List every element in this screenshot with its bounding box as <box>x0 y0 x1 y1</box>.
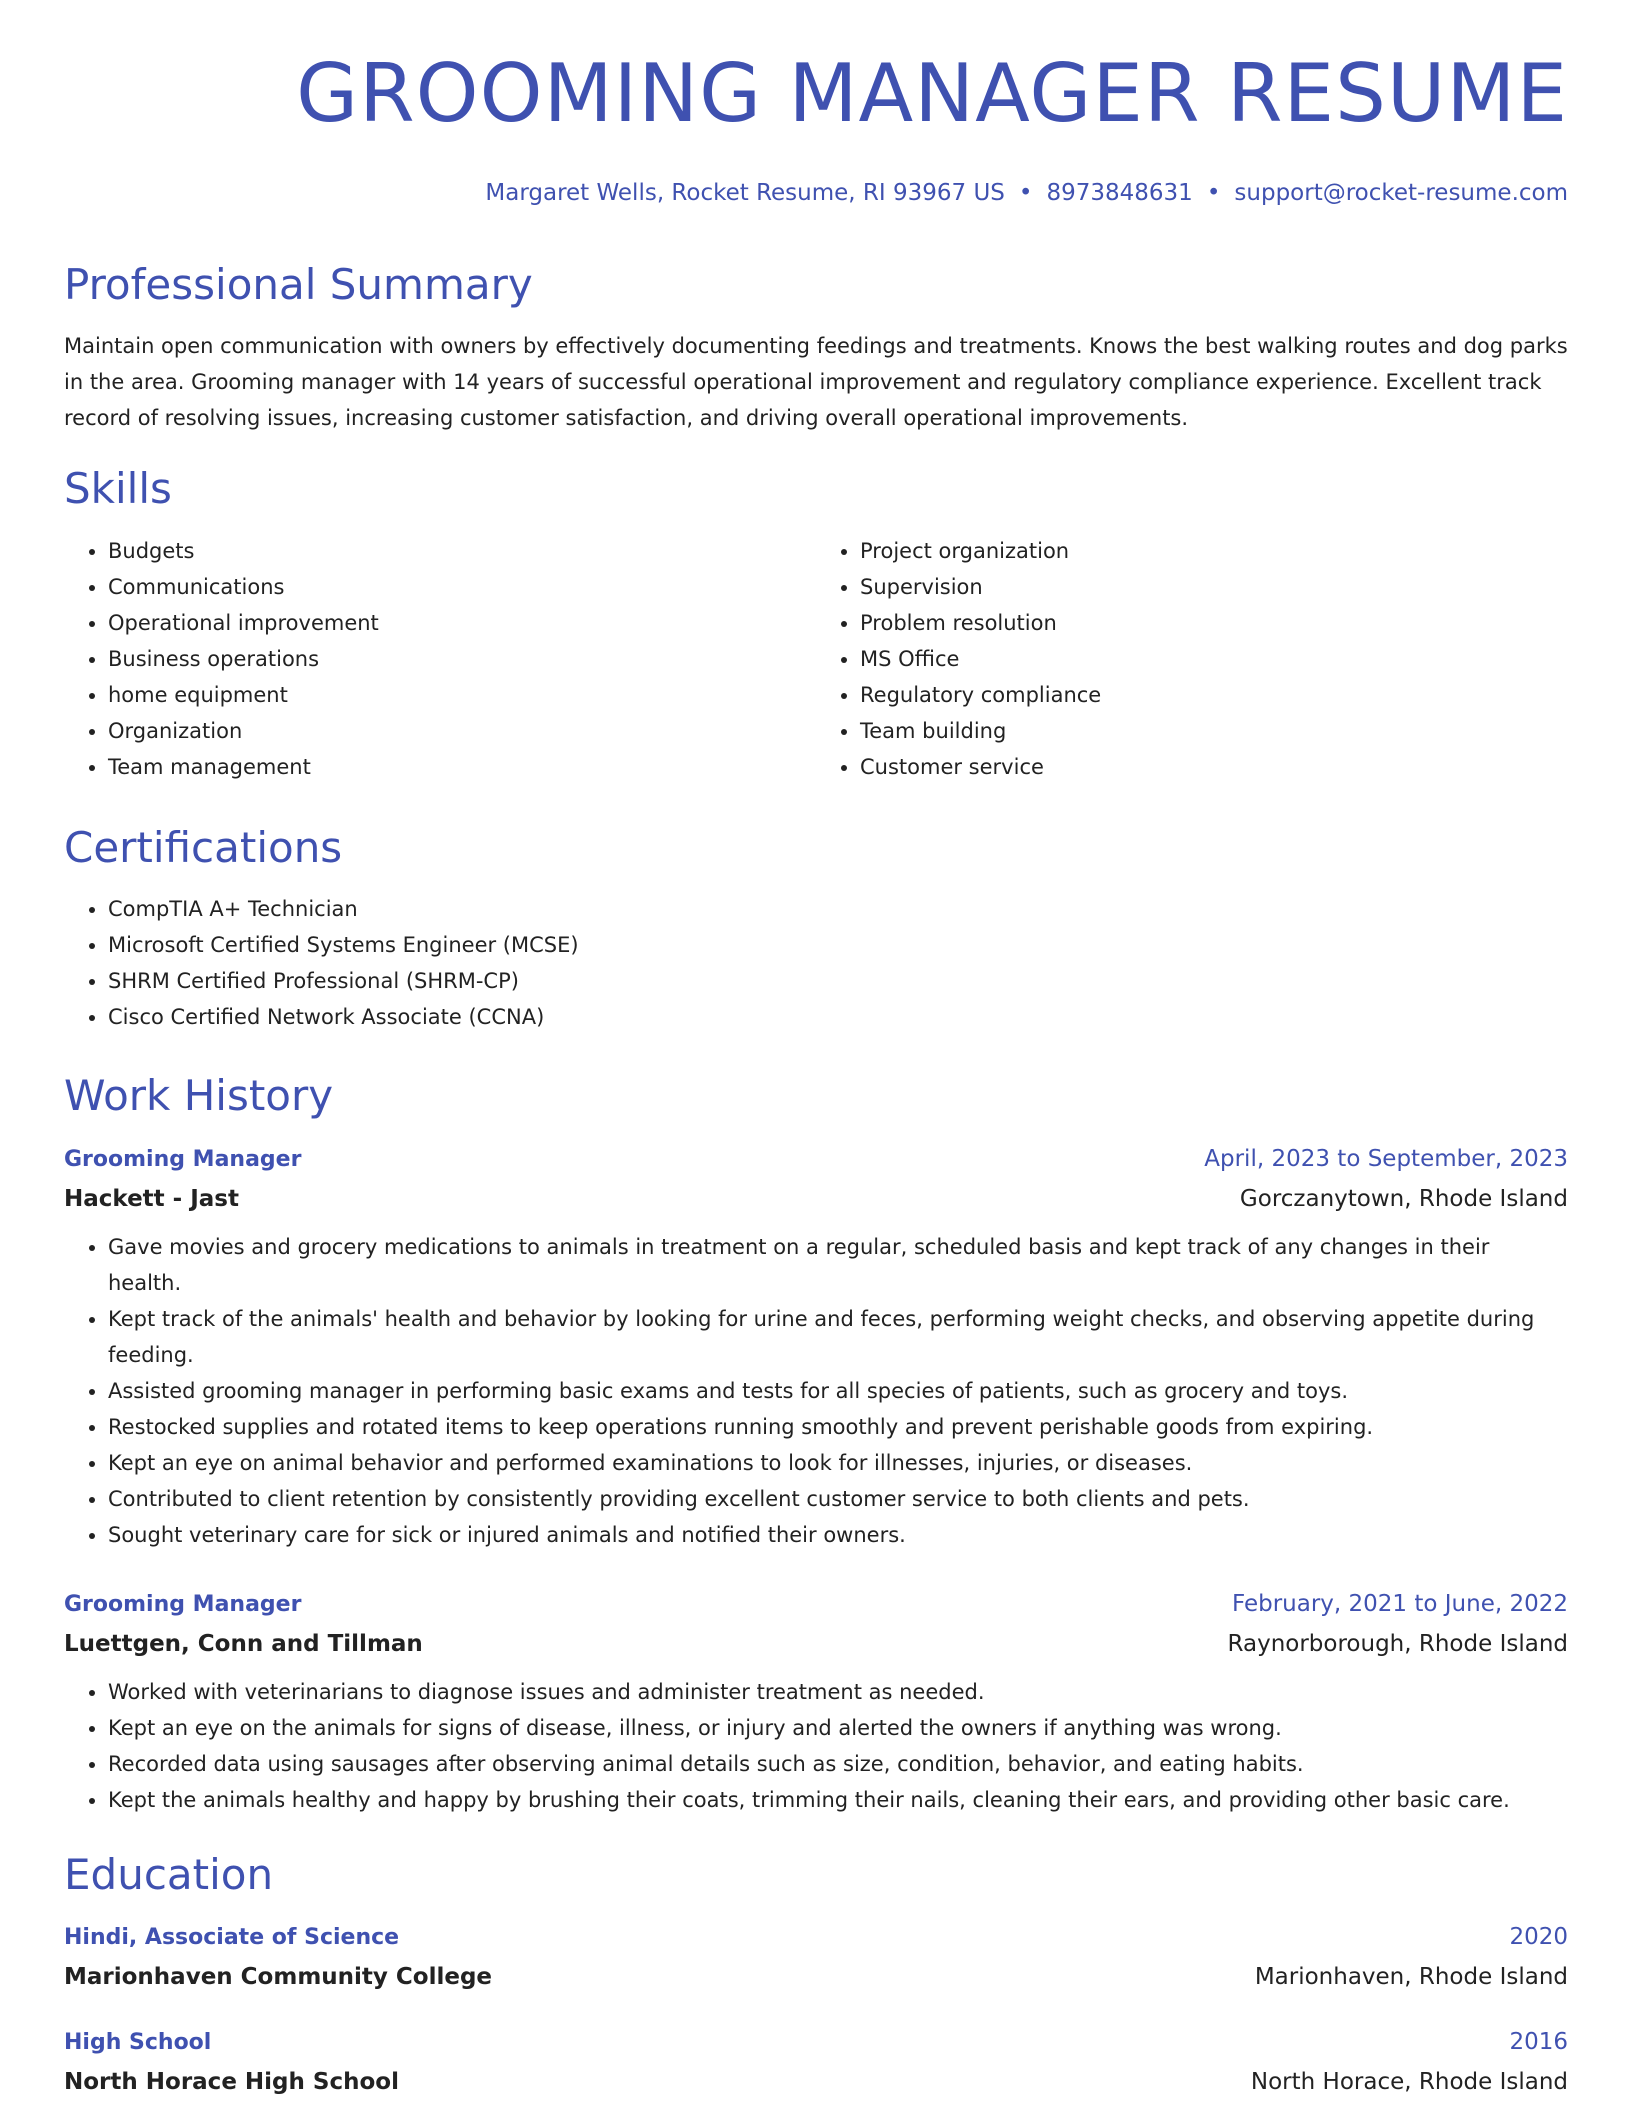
job-title-row <box>64 1585 1568 1624</box>
skill-item: • MS Office <box>860 641 1568 677</box>
job-duty: • Assisted grooming manager in performing basic exams and tests for all species of patients, such as grocery and toys. <box>108 1373 1568 1409</box>
job-title: Grooming Manager <box>64 1591 302 1617</box>
skill-item: • Operational improvement <box>108 605 816 641</box>
summary-section <box>64 260 1568 436</box>
certifications-list <box>64 891 1568 1035</box>
job-duty: • Worked with veterinarians to diagnose issues and administer treatment as needed. <box>108 1674 1568 1710</box>
job-duty: • Kept the animals healthy and happy by brushing their coats, trimming their nails, cleaning their ears, and providing other basic care. <box>108 1782 1568 1818</box>
job-duty: • Kept an eye on the animals for signs of disease, illness, or injury and alerted the owners if anything was wrong. <box>108 1710 1568 1746</box>
education-school: Marionhaven Community College <box>64 1963 493 1990</box>
skills-heading: Skills <box>64 464 172 514</box>
skill-item: • Team management <box>108 749 816 785</box>
skills-list-left <box>64 533 816 785</box>
job-duty: • Gave movies and grocery medications to animals in treatment on a regular, scheduled basis and kept track of any changes in their health. <box>108 1229 1568 1301</box>
education-degree-row <box>64 1918 1568 1957</box>
skill-item: • Supervision <box>860 569 1568 605</box>
skill-item: • Problem resolution <box>860 605 1568 641</box>
education-year: 2020 <box>1509 1923 1568 1950</box>
skills-section <box>64 464 1568 784</box>
job-title-row <box>64 1140 1568 1179</box>
certifications-section <box>64 823 1568 1035</box>
skill-item: • Business operations <box>108 641 816 677</box>
education-school-row <box>64 1957 1568 1997</box>
work-history-heading: Work History <box>64 1071 334 1121</box>
education-school: North Horace High School <box>64 2068 399 2095</box>
certification-item: • CompTIA A+ Technician <box>108 891 1568 927</box>
job-duty: • Contributed to client retention by consistently providing excellent customer service to both clients and pets. <box>108 1481 1568 1517</box>
skill-item: • home equipment <box>108 677 816 713</box>
certification-item: • SHRM Certified Professional (SHRM-CP) <box>108 963 1568 999</box>
education-degree: Hindi, Associate of Science <box>64 1924 400 1950</box>
certifications-heading: Certifications <box>64 822 343 872</box>
skills-columns <box>64 533 1568 785</box>
job-dates: April, 2023 to September, 2023 <box>1204 1145 1568 1172</box>
job-dates: February, 2021 to June, 2022 <box>1231 1590 1568 1617</box>
contact-phone: 8973848631 <box>1046 180 1193 206</box>
job-title: Grooming Manager <box>64 1146 302 1172</box>
job-duty: • Recorded data using sausages after observing animal details such as size, condition, behavior, and eating habits. <box>108 1746 1568 1782</box>
education-school-row <box>64 2062 1568 2102</box>
job-company: Luettgen, Conn and Tillman <box>64 1630 423 1657</box>
education-entry <box>64 2023 1568 2102</box>
job-entry <box>64 1140 1568 1553</box>
skill-item: • Communications <box>108 569 816 605</box>
summary-text: Maintain open communication with owners by effectively documenting feedings and treatments. Knows the best walking routes and dog parks in the area. Grooming manager with 14 years of successful operational improvement and regulatory compliance experience. Excellent track record of resolving issues, increasing customer satisfaction, and driving overall operational improvements. <box>64 334 1568 431</box>
contact-separator: • <box>1018 180 1033 206</box>
skill-item: • Team building <box>860 713 1568 749</box>
job-location: Raynorborough, Rhode Island <box>1227 1630 1568 1657</box>
skill-item: • Customer service <box>860 749 1568 785</box>
job-company-row <box>64 1624 1568 1664</box>
skill-item: • Budgets <box>108 533 816 569</box>
contact-separator: • <box>1206 180 1221 206</box>
contact-address: Margaret Wells, Rocket Resume, RI 93967 US <box>485 180 1005 206</box>
job-duties-list <box>64 1229 1568 1553</box>
skill-item: • Project organization <box>860 533 1568 569</box>
job-company-row <box>64 1179 1568 1219</box>
resume-title: GROOMING MANAGER RESUME <box>296 47 1568 140</box>
work-history-section <box>64 1071 1568 1817</box>
job-entry <box>64 1585 1568 1818</box>
job-duty: • Kept an eye on animal behavior and performed examinations to look for illnesses, injuries, or diseases. <box>108 1445 1568 1481</box>
job-duty: • Kept track of the animals' health and behavior by looking for urine and feces, performing weight checks, and observing appetite during feeding. <box>108 1301 1568 1373</box>
skills-list-right <box>816 533 1568 785</box>
contact-email: support@rocket-resume.com <box>1234 180 1568 206</box>
resume-content <box>64 260 1568 2128</box>
certification-item: • Microsoft Certified Systems Engineer (MCSE) <box>108 927 1568 963</box>
job-duty: • Restocked supplies and rotated items to keep operations running smoothly and prevent perishable goods from expiring. <box>108 1409 1568 1445</box>
education-location: North Horace, Rhode Island <box>1250 2068 1568 2095</box>
education-location: Marionhaven, Rhode Island <box>1254 1963 1568 1990</box>
job-duty: • Sought veterinary care for sick or injured animals and notified their owners. <box>108 1517 1568 1553</box>
summary-heading: Professional Summary <box>64 260 533 309</box>
education-year: 2016 <box>1509 2028 1568 2055</box>
education-heading: Education <box>64 1849 274 1899</box>
certification-item: • Cisco Certified Network Associate (CCNA) <box>108 999 1568 1035</box>
skill-item: • Organization <box>108 713 816 749</box>
job-duties-list <box>64 1674 1568 1818</box>
education-degree: High School <box>64 2029 212 2055</box>
skill-item: • Regulatory compliance <box>860 677 1568 713</box>
education-entry <box>64 1918 1568 1997</box>
job-location: Gorczanytown, Rhode Island <box>1239 1185 1568 1212</box>
education-degree-row <box>64 2023 1568 2062</box>
job-company: Hackett - Jast <box>64 1185 239 1212</box>
contact-line <box>485 180 1568 206</box>
education-section <box>64 1850 1568 2102</box>
